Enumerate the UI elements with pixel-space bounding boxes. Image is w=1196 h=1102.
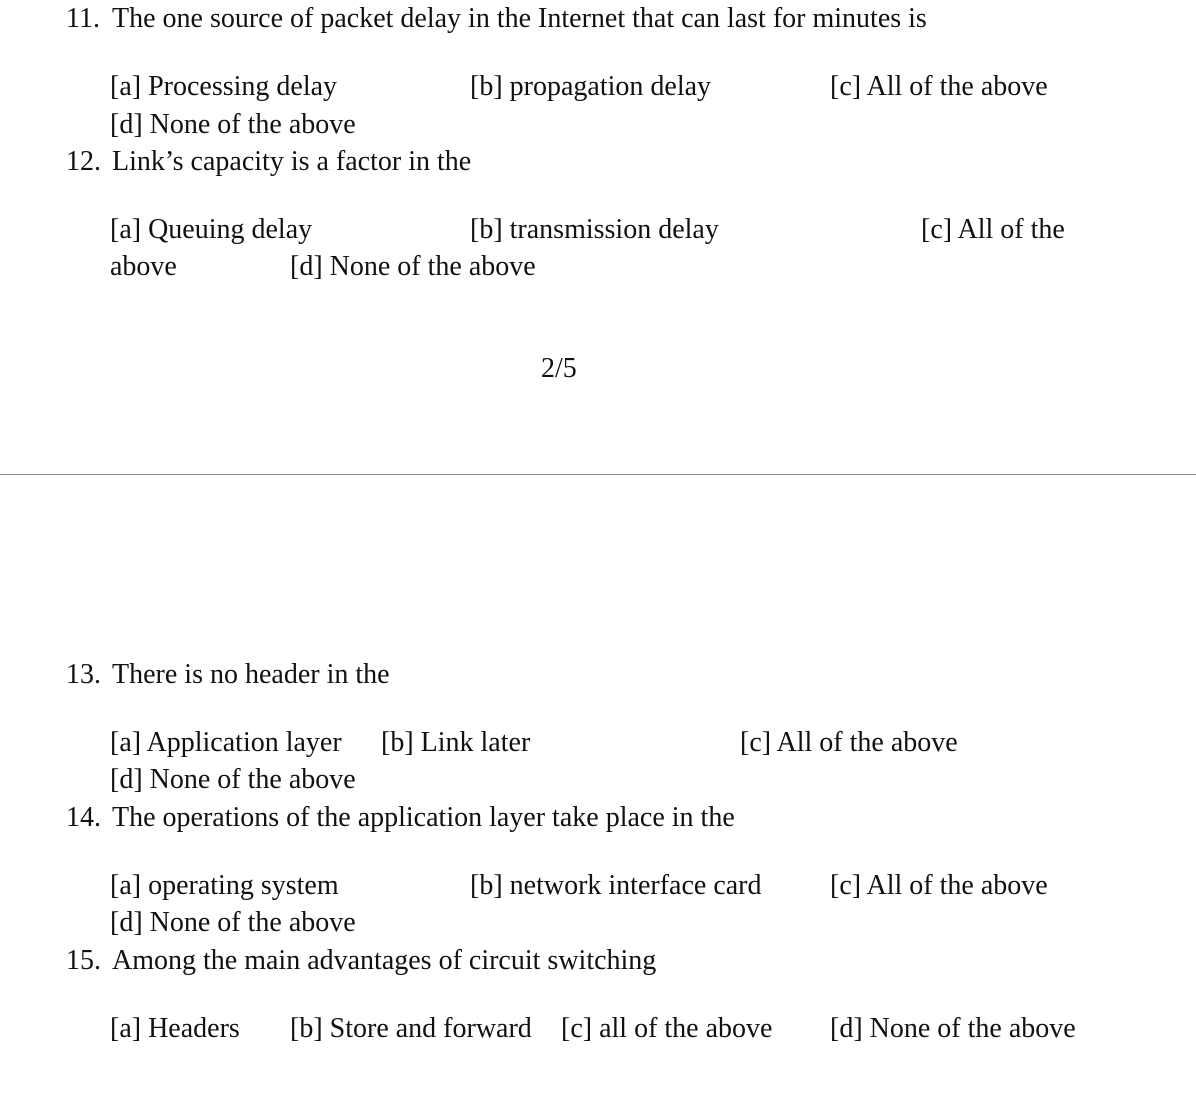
question-14-option-b: [b] network interface card (470, 870, 762, 901)
question-15-number: 15. (66, 945, 101, 976)
question-12-option-c-continued: above (110, 251, 177, 282)
question-12-option-d: [d] None of the above (290, 251, 536, 282)
question-13-option-b: [b] Link later (381, 727, 531, 758)
question-14-option-c: [c] All of the above (830, 870, 1048, 901)
question-15-option-a: [a] Headers (110, 1013, 240, 1044)
question-14-option-d: [d] None of the above (110, 907, 356, 938)
page-number: 2/5 (541, 353, 577, 384)
question-11-option-b: [b] propagation delay (470, 71, 712, 102)
question-14-option-a: [a] operating system (110, 870, 339, 901)
question-11-option-c: [c] All of the above (830, 71, 1048, 102)
question-11-option-a: [a] Processing delay (110, 71, 338, 102)
question-13-text: There is no header in the (112, 659, 390, 690)
question-13-option-d: [d] None of the above (110, 764, 356, 795)
question-15-option-b: [b] Store and forward (290, 1013, 532, 1044)
question-14-text: The operations of the application layer take place in the (112, 802, 735, 833)
question-13-number: 13. (66, 659, 101, 690)
question-12-option-a: [a] Queuing delay (110, 214, 313, 245)
question-11-text: The one source of packet delay in the Internet that can last for minutes is (112, 3, 927, 34)
question-12-text: Link’s capacity is a factor in the (112, 146, 472, 177)
question-15-option-c: [c] all of the above (561, 1013, 773, 1044)
page-divider (0, 474, 1196, 475)
question-11-number: 11. (66, 3, 100, 34)
question-14-number: 14. (66, 802, 101, 833)
question-15-text: Among the main advantages of circuit switching (112, 945, 657, 976)
question-13-option-c: [c] All of the above (740, 727, 958, 758)
question-12-option-b: [b] transmission delay (470, 214, 719, 245)
question-13-option-a: [a] Application layer (110, 727, 342, 758)
question-15-option-d: [d] None of the above (830, 1013, 1076, 1044)
question-11-option-d: [d] None of the above (110, 109, 356, 140)
question-12-number: 12. (66, 146, 101, 177)
question-12-option-c: [c] All of the (921, 214, 1065, 245)
